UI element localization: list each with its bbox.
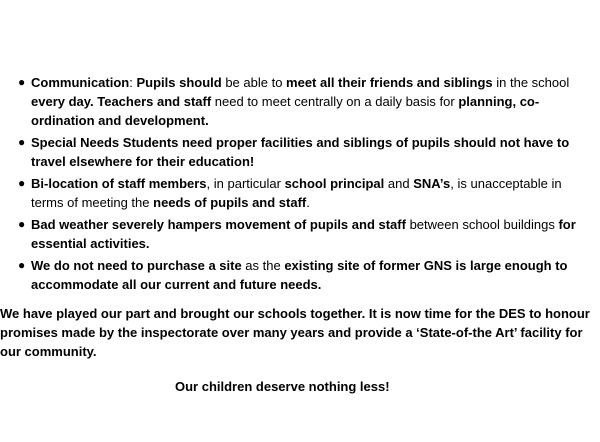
bullet-text: Bi-location of staff members, in particular school principal and SNA’s, is unacceptable in terms of meeting the needs of pupils and staff. <box>31 176 562 210</box>
bullet-list <box>18 73 578 297</box>
bullet-text: Communication: Pupils should be able to meet all their friends and siblings in the school every day. Teachers and staff need to meet centrally on a daily basis for planning, co-ordination and development. <box>31 75 570 128</box>
bullet-icon: ● <box>18 217 26 231</box>
bullet-text: We do not need to purchase a site as the existing site of former GNS is large enough to accommodate all our current and future needs. <box>31 258 568 292</box>
bullet-icon: ● <box>18 176 26 190</box>
bullet-icon: ● <box>18 75 26 89</box>
bullet-item <box>18 215 578 253</box>
bullet-item <box>18 256 578 294</box>
bullet-text: Bad weather severely hampers movement of pupils and staff between school buildings for essential activities. <box>31 217 576 251</box>
body-paragraph: We have played our part and brought our schools together. It is now time for the DES to honour promises made by the inspectorate over many years and provide a ‘State-of-the Art’ facility for our community. <box>0 306 590 359</box>
bullet-item <box>18 133 578 171</box>
bullet-item <box>18 174 578 212</box>
bullet-icon: ● <box>18 258 26 272</box>
bullet-text: Special Needs Students need proper facilities and siblings of pupils should not have to travel elsewhere for their education! <box>31 135 570 169</box>
bullet-icon: ● <box>18 135 26 149</box>
closing-statement: Our children deserve nothing less! <box>175 379 390 394</box>
bullet-item <box>18 73 578 130</box>
